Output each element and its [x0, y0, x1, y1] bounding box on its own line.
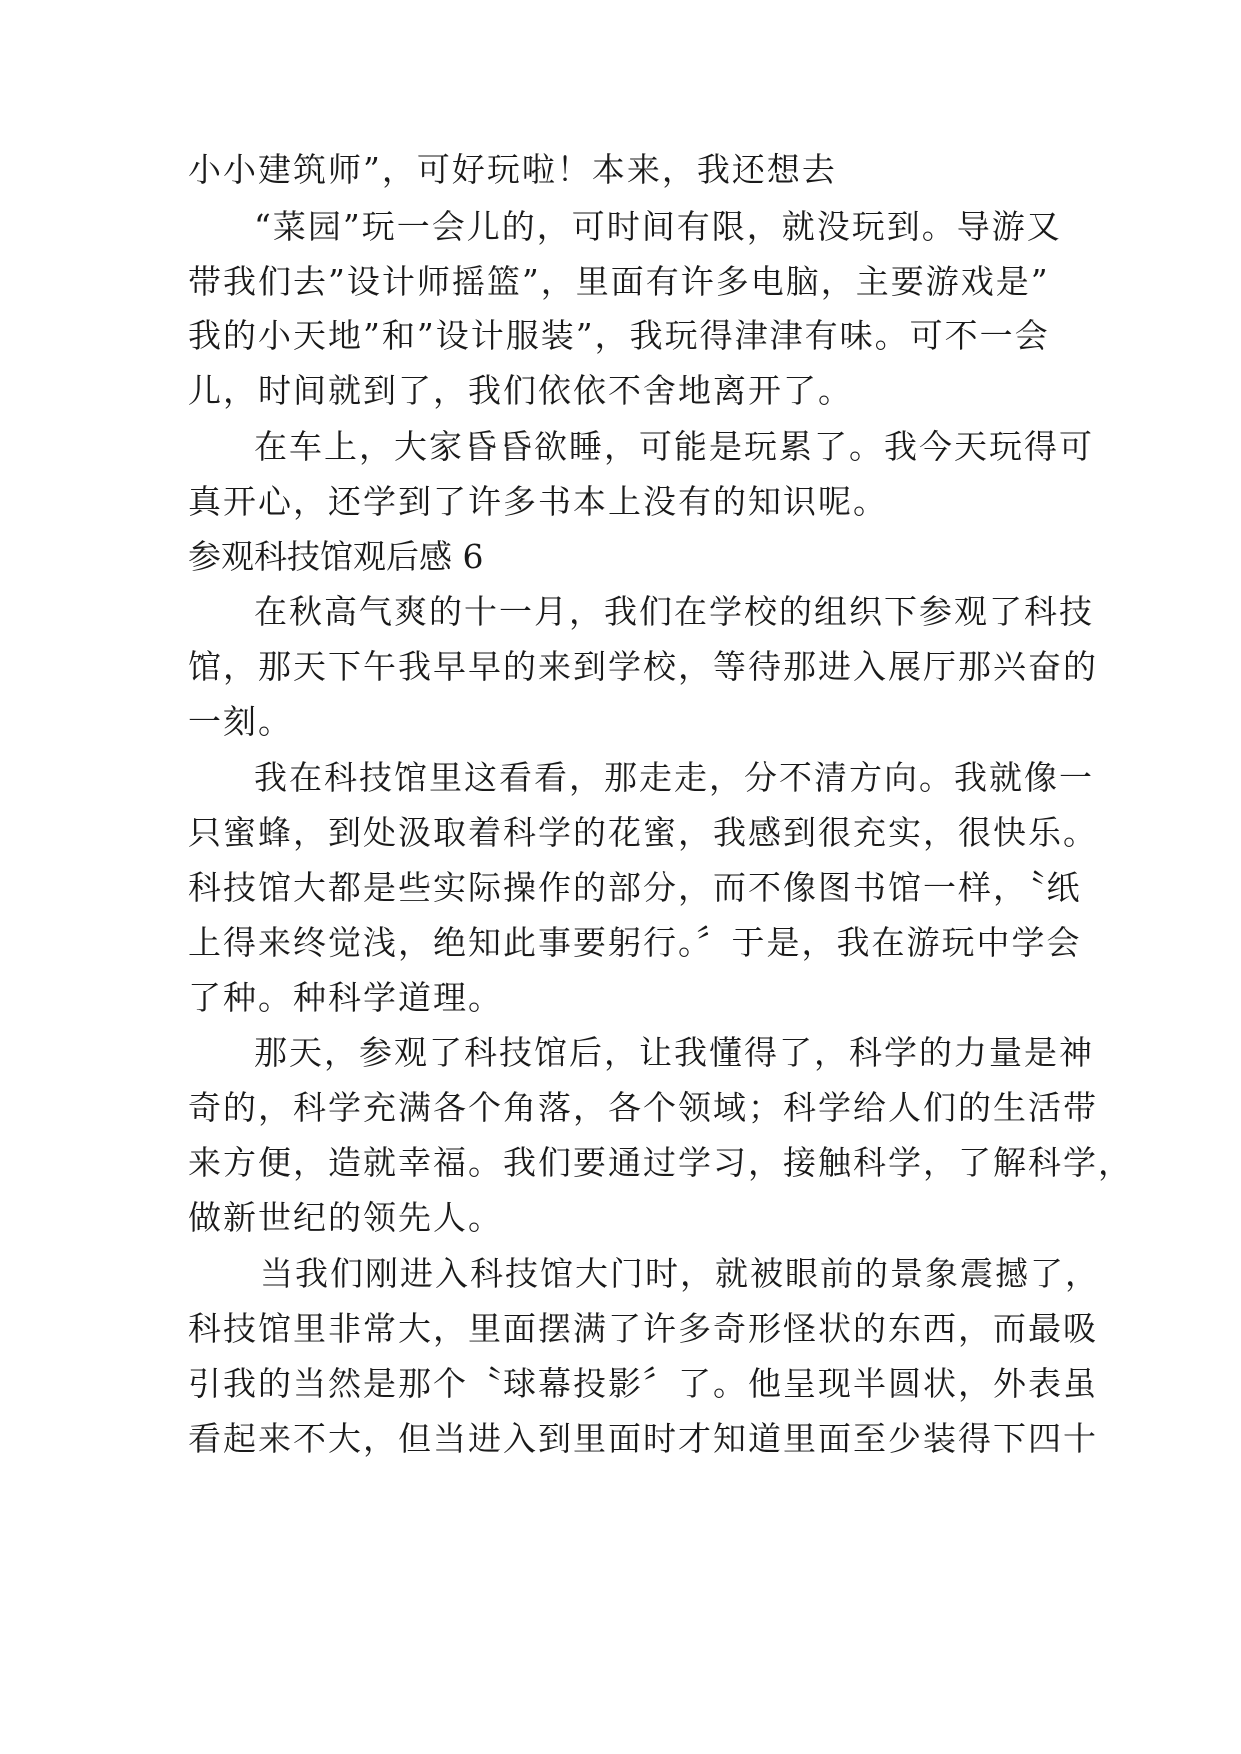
text-line: 真开心，还学到了许多书本上没有的知识呢。 [188, 482, 888, 521]
text-line: 那天，参观了科技馆后，让我懂得了，科学的力量是神 [254, 1033, 1094, 1072]
text-line: 带我们去”设计师摇篮”，里面有许多电脑，主要游戏是” [188, 262, 1050, 301]
text-line: 看起来不大，但当进入到里面时才知道里面至少装得下四十 [188, 1419, 1098, 1458]
text-line: 小小建筑师”，可好玩啦！本来，我还想去 [188, 150, 837, 189]
text-line: 儿，时间就到了，我们依依不舍地离开了。 [188, 371, 853, 410]
text-line: 一刻。 [188, 702, 293, 741]
section-heading: 参观科技馆观后感 6 [188, 537, 484, 576]
text-line: 在秋高气爽的十一月，我们在学校的组织下参观了科技 [254, 592, 1094, 631]
text-line: 当我们刚进入科技馆大门时，就被眼前的景象震撼了， [260, 1254, 1100, 1293]
text-line: 在车上，大家昏昏欲睡，可能是玩累了。我今天玩得可 [254, 427, 1094, 466]
text-line: 引我的当然是那个〝球幕投影〞了。他呈现半圆状，外表虽 [188, 1364, 1098, 1403]
text-line: 奇的，科学充满各个角落，各个领域；科学给人们的生活带 [188, 1088, 1098, 1127]
text-line: 做新世纪的领先人。 [188, 1198, 503, 1237]
text-line: 科技馆大都是些实际操作的部分，而不像图书馆一样，〝纸 [188, 868, 1082, 907]
text-line: 来方便，造就幸福。我们要通过学习，接触科学，了解科学， [188, 1143, 1133, 1182]
text-line: 我的小天地”和”设计服装”，我玩得津津有味。可不一会 [188, 316, 1050, 355]
text-line: 我在科技馆里这看看，那走走，分不清方向。我就像一 [254, 758, 1094, 797]
text-line: 馆，那天下午我早早的来到学校，等待那进入展厅那兴奋的 [188, 647, 1098, 686]
text-line: 上得来终觉浅，绝知此事要躬行。〞于是，我在游玩中学会 [188, 923, 1082, 962]
text-line: 只蜜蜂，到处汲取着科学的花蜜，我感到很充实，很快乐。 [188, 813, 1098, 852]
text-line: 科技馆里非常大，里面摆满了许多奇形怪状的东西，而最吸 [188, 1309, 1098, 1348]
text-line: “菜园”玩一会儿的，可时间有限，就没玩到。导游又 [254, 207, 1062, 246]
text-line: 了种。种科学道理。 [188, 978, 503, 1017]
